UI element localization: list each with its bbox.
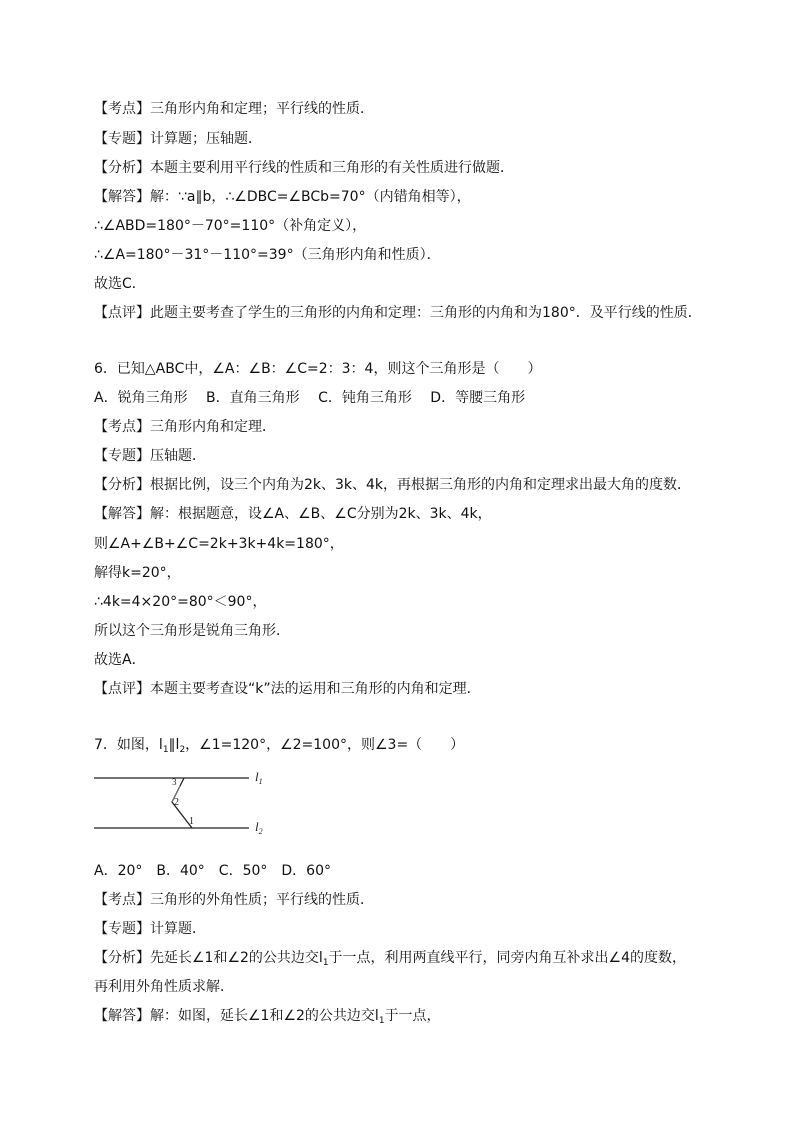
fenxi-5: 【分析】本题主要利用平行线的性质和三角形的有关性质进行做题．: [94, 160, 514, 176]
jieda-7-b: 于一点，: [384, 1008, 441, 1024]
jieda-5-line-1: 【解答】解：∵a∥b，∴∠DBC=∠BCb=70°（内错角相等），: [94, 189, 471, 205]
jieda-6-line-6: 故选A．: [94, 652, 146, 668]
fenxi-7-b: 于一点，利用两直线平行，同旁内角互补求出∠4的度数，: [328, 950, 687, 966]
jieda-5-line-2: ∴∠ABD=180°－70°=110°（补角定义），: [94, 218, 367, 234]
question-7-options: A．20° B．40° C．50° D．60°: [94, 863, 331, 879]
angle-label-2: 2: [174, 797, 179, 808]
fenxi-7-line-1: [94, 948, 734, 968]
zhuanti-7: 【专题】计算题．: [94, 921, 206, 937]
zhuanti-5: 【专题】计算题；压轴题．: [94, 131, 262, 147]
angle-label-1: 1: [189, 816, 194, 827]
kaodian-5: 【考点】三角形内角和定理；平行线的性质．: [94, 101, 374, 117]
jieda-6-line-1: 【解答】解：根据题意，设∠A、∠B、∠C分别为2k、3k、4k，: [94, 506, 492, 522]
jieda-7-l: l: [374, 1008, 379, 1024]
label-l2: $l_2$: [255, 819, 263, 836]
zhuanti-6: 【专题】压轴题．: [94, 448, 206, 464]
parallel-lines-figure: [94, 762, 284, 838]
dianping-6: 【点评】本题主要考查设“k”法的运用和三角形的内角和定理．: [94, 681, 481, 697]
fenxi-7-sub: 1: [322, 958, 329, 968]
jieda-5-line-3: ∴∠A=180°－31°－110°=39°（三角形内角和性质）．: [94, 247, 441, 263]
jieda-6-line-2: 则∠A+∠B+∠C=2k+3k+4k=180°，: [94, 536, 344, 552]
fenxi-7-a: 【分析】先延长∠1和∠2的公共边交: [94, 950, 319, 966]
label-l1: $l_1$: [255, 769, 263, 786]
jieda-7-line-1: [94, 1006, 734, 1026]
question-6-stem: 6．已知△ABC中，∠A：∠B：∠C=2：3：4，则这个三角形是（ ）: [94, 361, 542, 377]
q7-l2: l: [175, 737, 180, 753]
q7-stem-prefix: 7．如图，: [94, 737, 159, 753]
q7-sub1: 1: [162, 745, 169, 755]
kaodian-6: 【考点】三角形内角和定理．: [94, 419, 276, 435]
q7-parallel: ∥: [168, 737, 176, 753]
q7-stem-suffix: ，∠1=120°，∠2=100°，则∠3=（ ）: [185, 737, 465, 753]
question-7-stem: [94, 735, 734, 755]
jieda-7-a: 【解答】解：如图，延长∠1和∠2的公共边交: [94, 1008, 375, 1024]
q7-l1: l: [158, 737, 163, 753]
jieda-6-line-4: ∴4k=4×20°=80°＜90°，: [94, 594, 267, 610]
jieda-5-line-4: 故选C．: [94, 276, 146, 292]
angle-label-3: 3: [172, 777, 177, 787]
kaodian-7: 【考点】三角形的外角性质；平行线的性质．: [94, 892, 374, 908]
dianping-5: 【点评】此题主要考查了学生的三角形的内角和定理：三角形的内角和为180°．及平行线的性质．: [94, 305, 702, 321]
jieda-6-line-3: 解得k=20°，: [94, 565, 181, 581]
fenxi-6: 【分析】根据比例，设三个内角为2k、3k、4k，再根据三角形的内角和定理求出最大角的度数．: [94, 477, 692, 493]
q7-sub2: 2: [179, 745, 186, 755]
jieda-6-line-5: 所以这个三角形是锐角三角形．: [94, 623, 290, 639]
jieda-7-sub: 1: [378, 1016, 385, 1026]
fenxi-7-l: l: [318, 950, 323, 966]
question-6-options: A．锐角三角形 B．直角三角形 C．钝角三角形 D．等腰三角形: [94, 390, 526, 406]
fenxi-7-line-2: 再利用外角性质求解．: [94, 979, 234, 995]
